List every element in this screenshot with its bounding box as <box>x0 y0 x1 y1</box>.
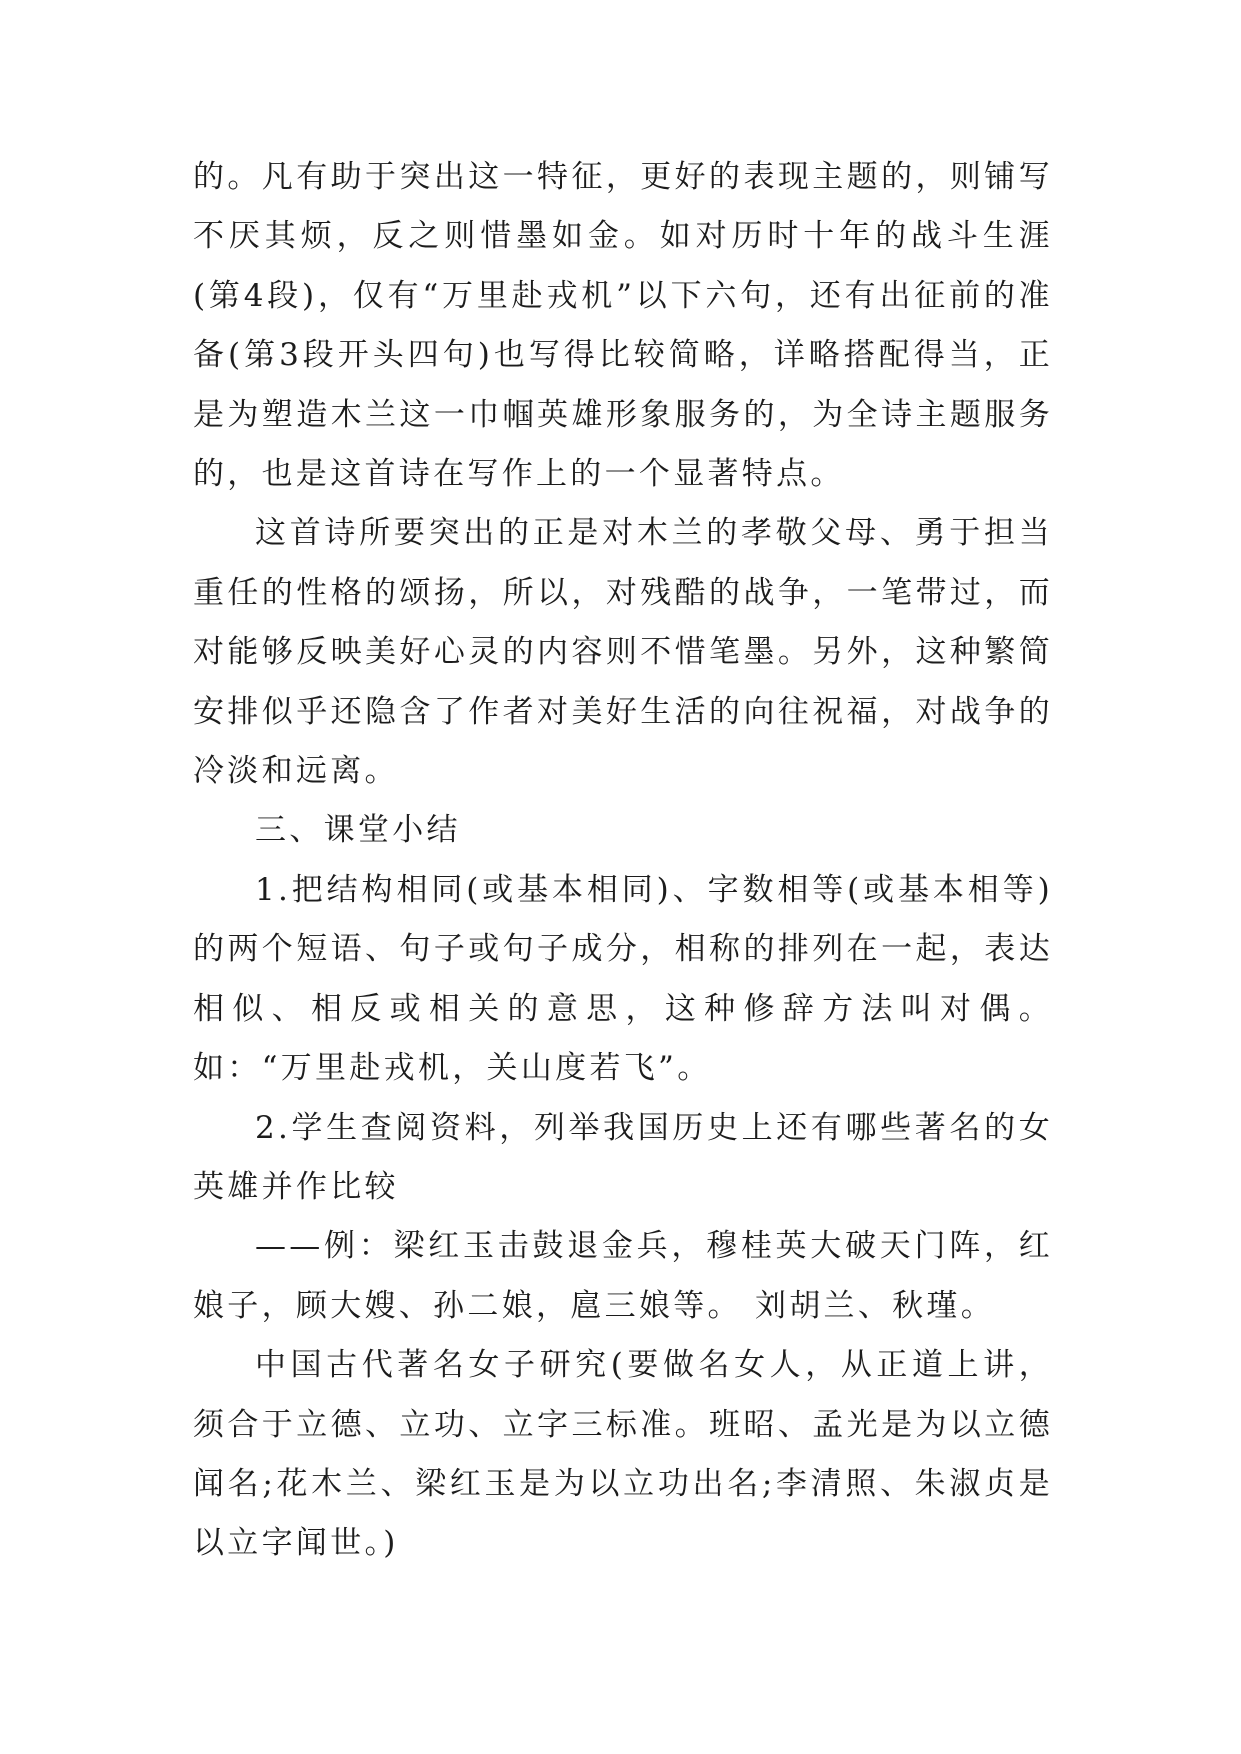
paragraph-famous-women-research: 中国古代著名女子研究(要做名女人，从正道上讲，须合于立德、立功、立字三标准。班昭、孟光是为以立德闻名;花木兰、梁红玉是为以立功出名;李清照、朱淑贞是以立字闻世。) <box>193 1347 1053 1562</box>
document-body <box>193 148 1053 1574</box>
paragraph-theme-praise: 这首诗所要突出的正是对木兰的孝敬父母、勇于担当重任的性格的颂扬，所以，对残酷的战争，一笔带过，而对能够反映美好心灵的内容则不惜笔墨。另外，这种繁简安排似乎还隐含了作者对美好生活的向往祝福，对战争的冷淡和远离。 <box>193 515 1053 790</box>
section-heading-class-summary: 三、课堂小结 <box>255 812 461 849</box>
summary-item-2: 2.学生查阅资料，列举我国历史上还有哪些著名的女英雄并作比较 <box>193 1109 1053 1205</box>
heroine-examples: ——例：梁红玉击鼓退金兵，穆桂英大破天门阵，红娘子，顾大嫂、孙二娘，扈三娘等。 刘胡兰、秋瑾。 <box>193 1228 1053 1324</box>
paragraph-continuation: 的。凡有助于突出这一特征，更好的表现主题的，则铺写不厌其烦，反之则惜墨如金。如对历时十年的战斗生涯(第4段)，仅有“万里赴戎机”以下六句，还有出征前的准备(第3段开头四句)也写得比较简略，详略搭配得当，正是为塑造木兰这一巾帼英雄形象服务的，为全诗主题服务的，也是这首诗在写作上的一个显著特点。 <box>193 159 1053 493</box>
summary-item-1: 1.把结构相同(或基本相同)、字数相等(或基本相等)的两个短语、句子或句子成分，相称的排列在一起，表达相似、相反或相关的意思，这种修辞方法叫对偶。如：“万里赴戎机，关山度若飞”。 <box>193 871 1053 1087</box>
